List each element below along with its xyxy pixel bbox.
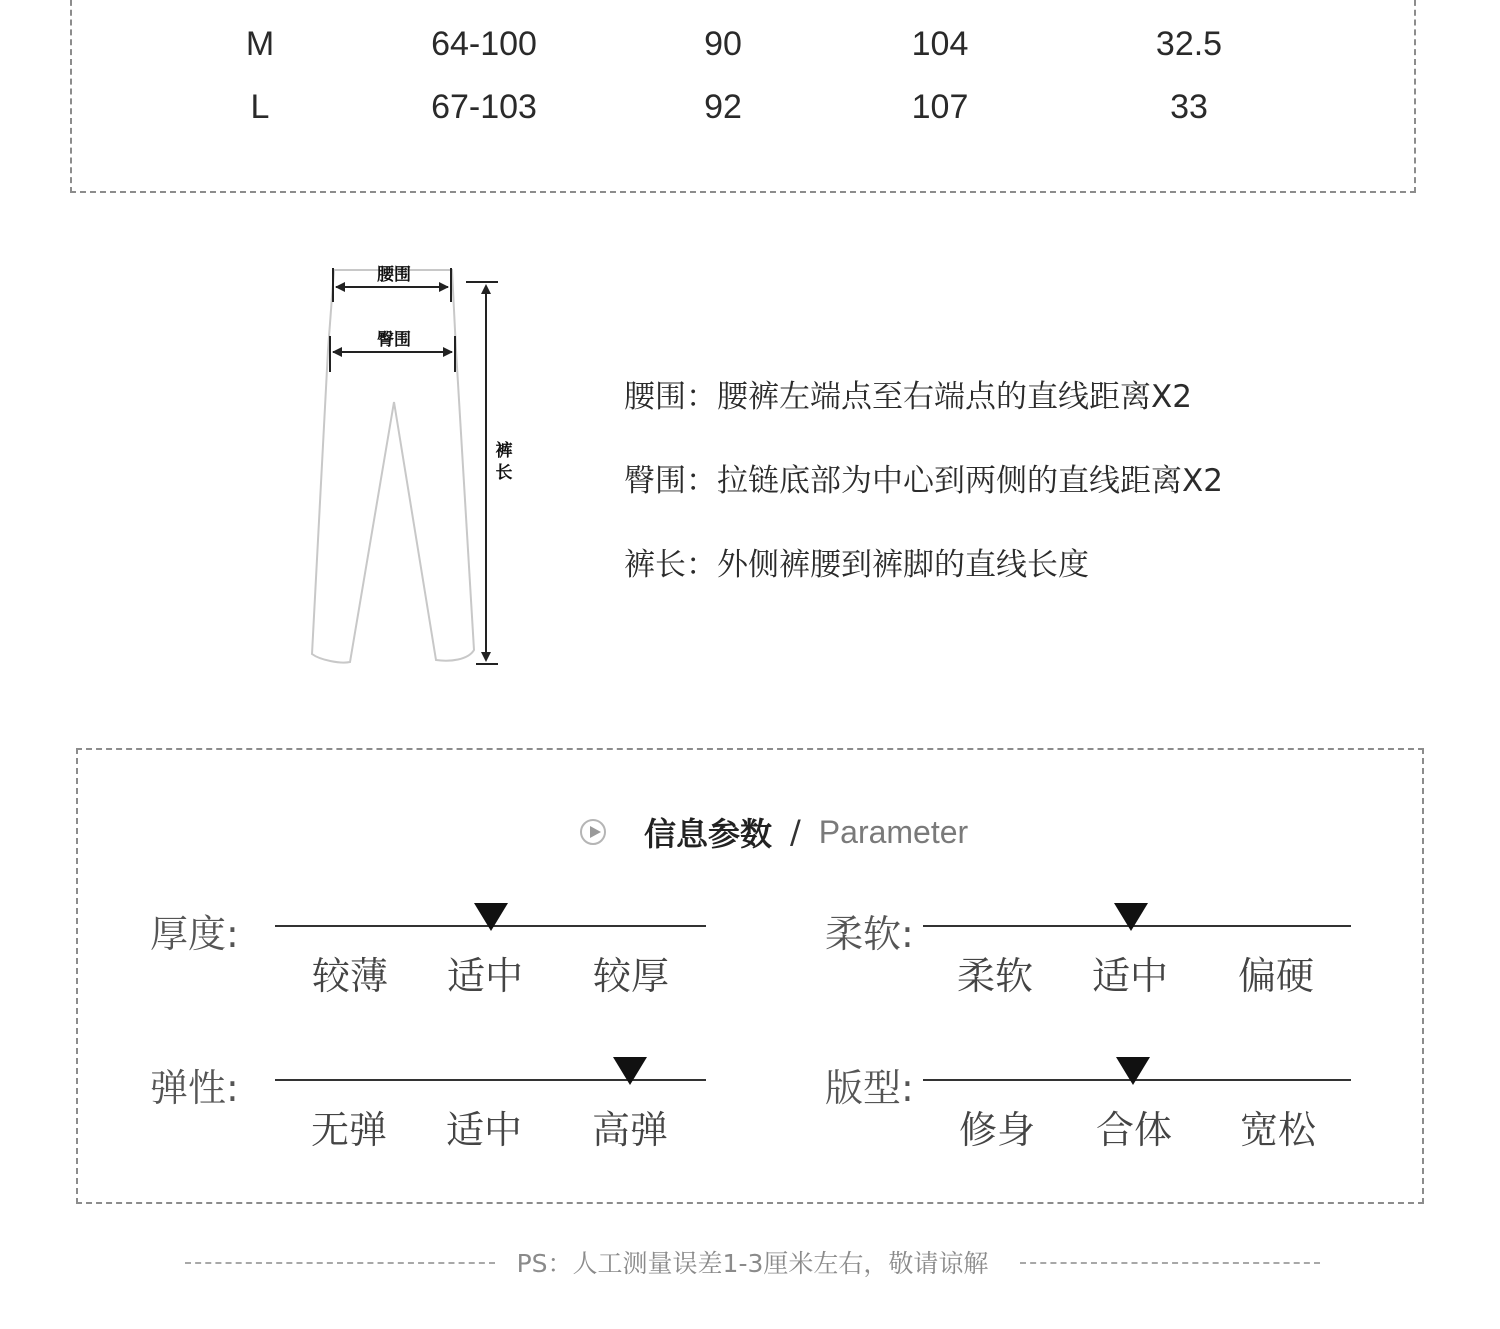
param-option: 较薄 xyxy=(311,954,389,998)
definition-sep: ： xyxy=(686,463,717,499)
param-option: 高弹 xyxy=(591,1108,669,1152)
param-option: 适中 xyxy=(1091,954,1169,998)
size-cell: 90 xyxy=(704,25,742,63)
size-cell: 104 xyxy=(911,25,969,63)
param-thickness xyxy=(150,903,710,998)
size-cell: 33 xyxy=(1170,88,1208,126)
param-fit xyxy=(825,1057,1385,1152)
measurement-note xyxy=(185,1240,1320,1284)
hip-label: 臀围 xyxy=(377,330,411,350)
param-option: 适中 xyxy=(446,954,524,998)
parameter-title xyxy=(580,810,968,854)
pants-measurement-diagram xyxy=(290,250,530,680)
size-cell: 107 xyxy=(911,88,969,126)
param-option: 柔软 xyxy=(956,954,1034,998)
size-cell: 67-103 xyxy=(431,88,537,126)
parameter-title-separator: / xyxy=(790,813,801,851)
definition-hip xyxy=(624,459,1223,543)
definition-text: 腰裤左端点至右端点的直线距离X2 xyxy=(717,379,1192,415)
param-elasticity xyxy=(150,1057,710,1152)
param-label: 柔软: xyxy=(825,912,914,956)
parameter-title-en: Parameter xyxy=(818,813,969,850)
size-cell: L xyxy=(250,88,270,126)
size-cell: M xyxy=(245,25,275,63)
waist-label: 腰围 xyxy=(377,265,411,285)
parameter-title-cn: 信息参数 xyxy=(644,815,773,853)
table-row xyxy=(72,88,1414,128)
size-cell: 92 xyxy=(704,88,742,126)
param-label: 厚度: xyxy=(150,912,239,956)
note-divider-left xyxy=(185,1262,495,1264)
param-option: 偏硬 xyxy=(1237,954,1315,998)
param-option: 宽松 xyxy=(1239,1108,1317,1152)
param-selected-marker-icon xyxy=(1114,903,1148,931)
param-option: 较厚 xyxy=(592,954,670,998)
definition-sep: ： xyxy=(686,379,717,415)
length-label: 裤长 xyxy=(495,441,513,483)
definition-term: 臀围 xyxy=(624,463,686,499)
measurement-definitions xyxy=(624,375,1223,627)
note-divider-right xyxy=(1020,1262,1320,1264)
definition-term: 裤长 xyxy=(624,547,686,583)
definition-waist xyxy=(624,375,1223,459)
size-table xyxy=(70,0,1416,193)
table-row xyxy=(72,25,1414,65)
param-selected-marker-icon xyxy=(1116,1057,1150,1085)
play-circle-icon xyxy=(580,819,606,845)
param-label: 版型: xyxy=(825,1066,914,1110)
size-cell: 32.5 xyxy=(1155,25,1223,63)
param-option: 合体 xyxy=(1095,1108,1173,1152)
definition-term: 腰围 xyxy=(624,379,686,415)
note-text: PS：人工测量误差1-3厘米左右，敬请谅解 xyxy=(505,1244,1001,1280)
definition-length xyxy=(624,543,1223,627)
param-selected-marker-icon xyxy=(474,903,508,931)
definition-sep: ： xyxy=(686,547,717,583)
definition-text: 外侧裤腰到裤脚的直线长度 xyxy=(717,547,1089,583)
param-option: 无弹 xyxy=(310,1108,388,1152)
param-label: 弹性: xyxy=(150,1066,239,1110)
param-selected-marker-icon xyxy=(613,1057,647,1085)
param-option: 修身 xyxy=(958,1108,1036,1152)
definition-text: 拉链底部为中心到两侧的直线距离X2 xyxy=(717,463,1223,499)
size-cell: 64-100 xyxy=(431,25,537,63)
param-softness xyxy=(825,903,1385,998)
param-option: 适中 xyxy=(445,1108,523,1152)
